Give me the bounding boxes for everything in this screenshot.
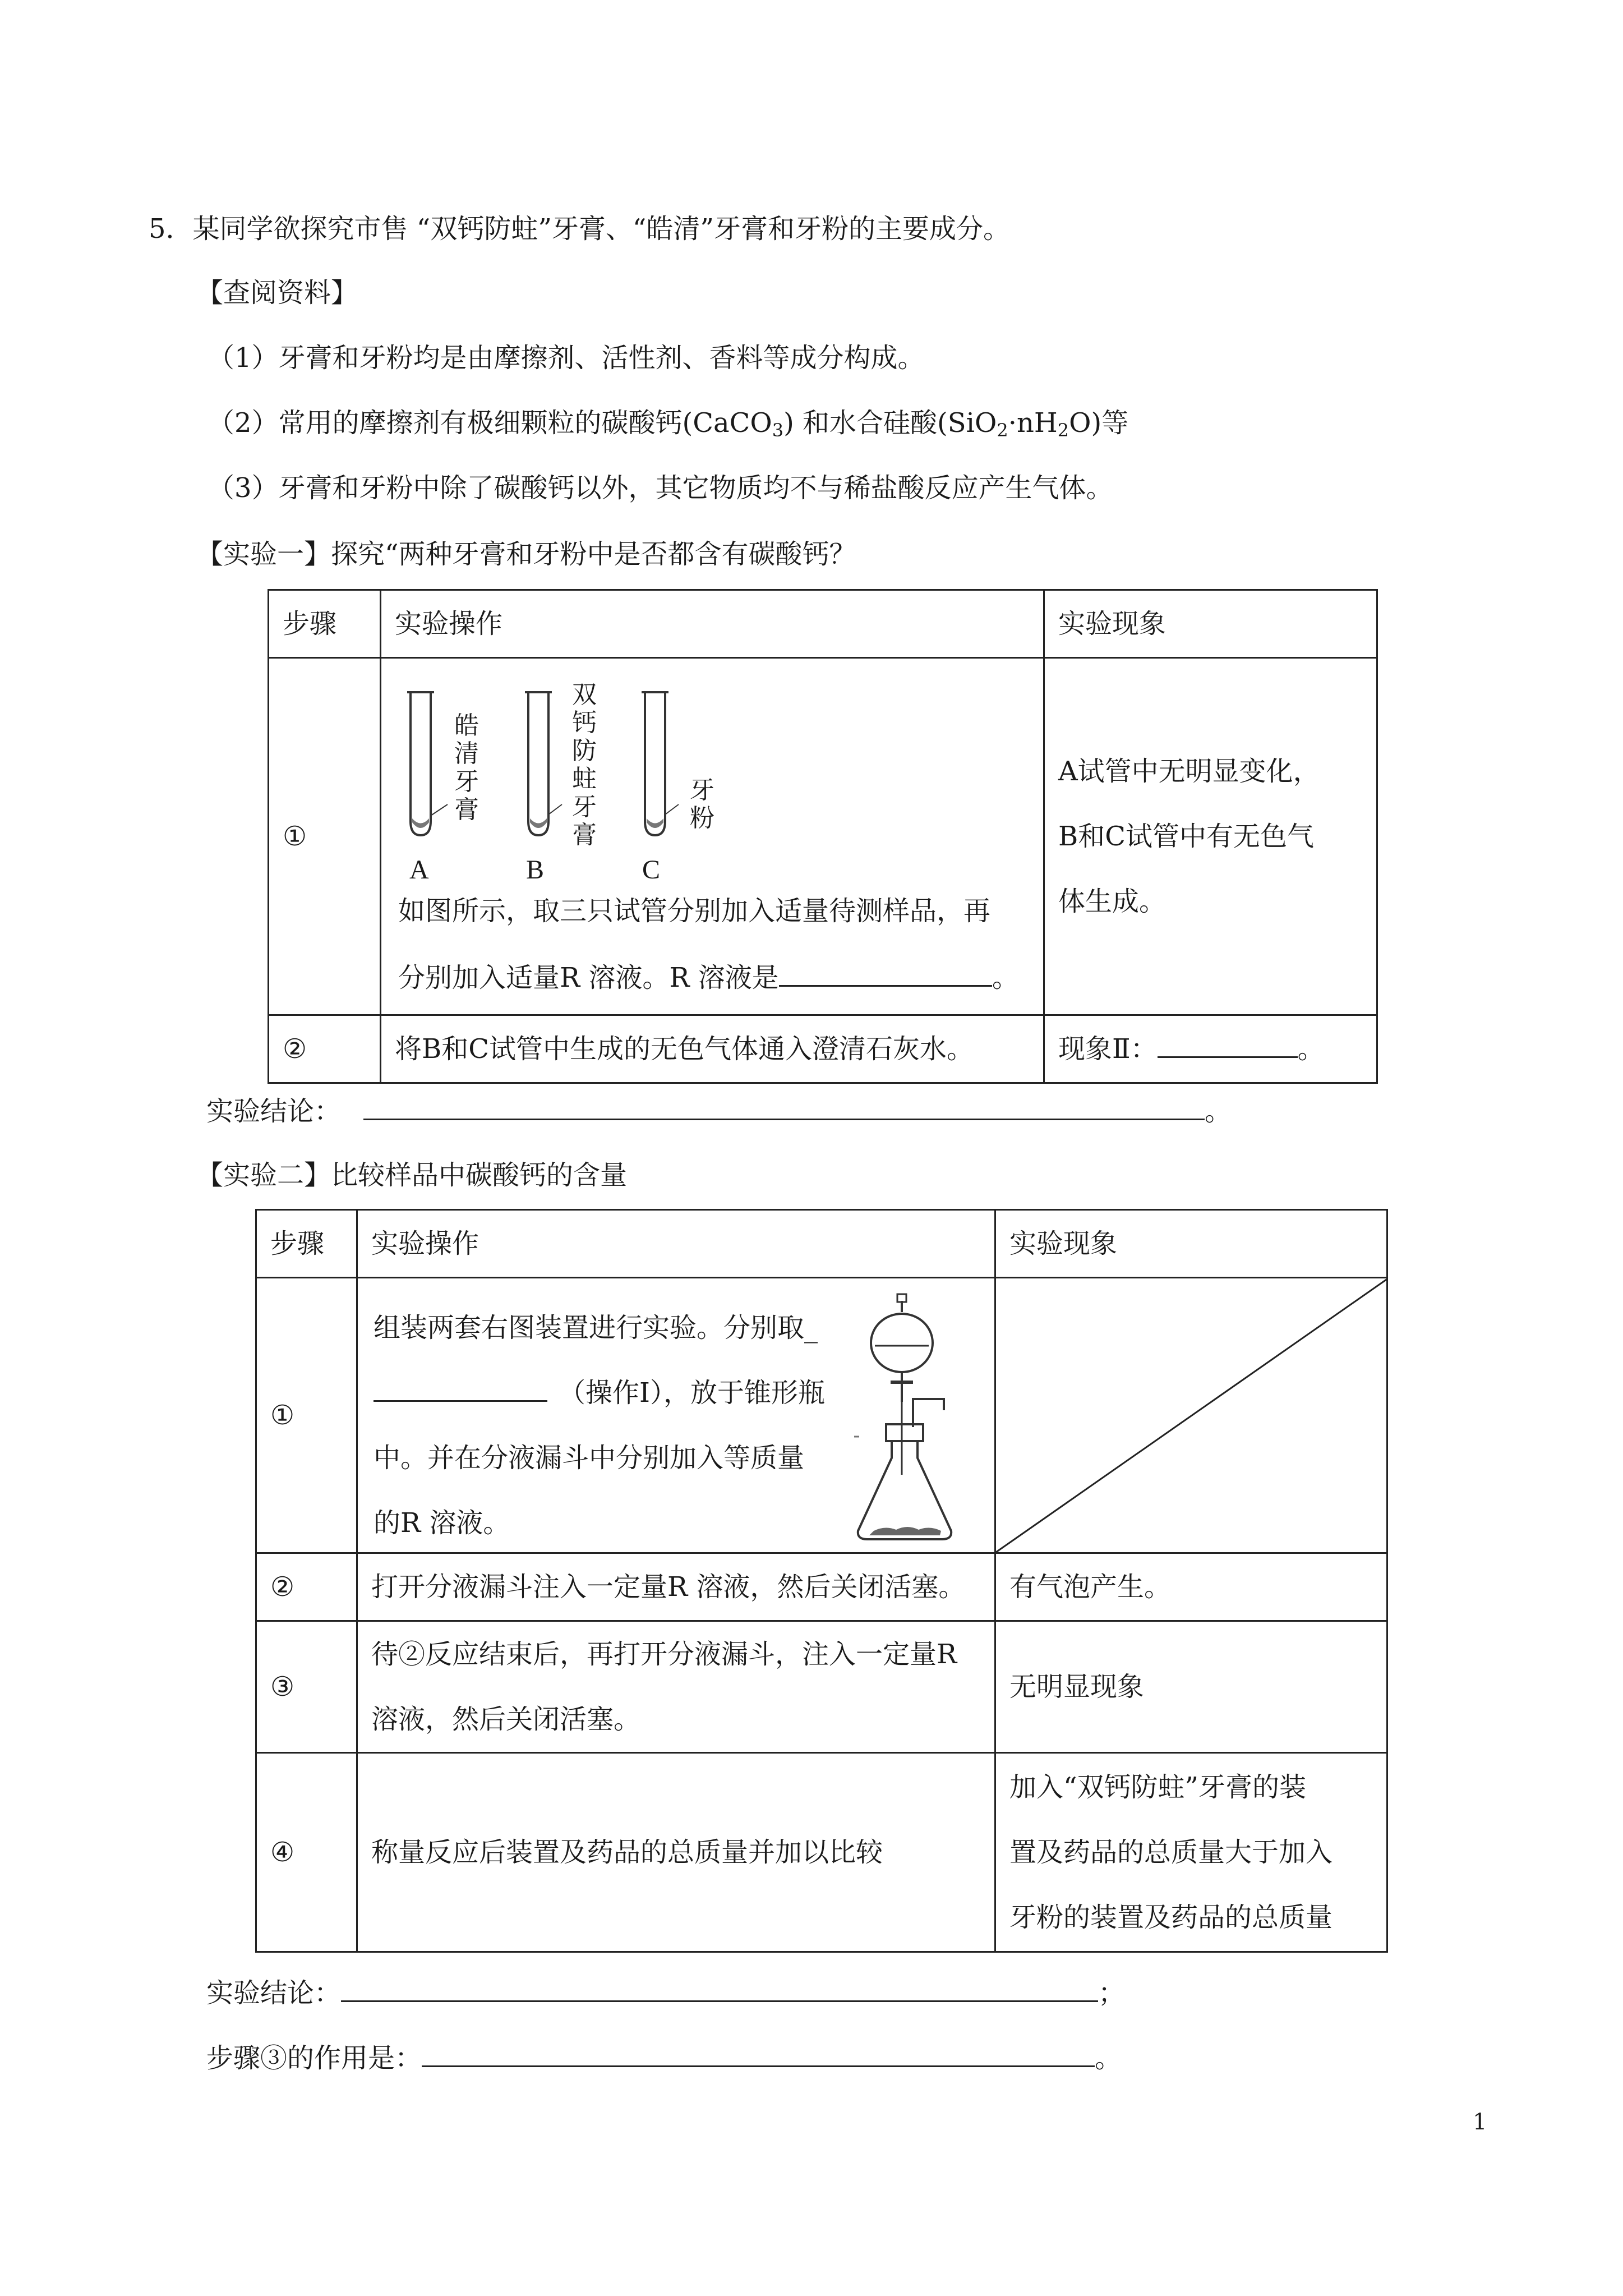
page-number: 1 bbox=[1473, 2109, 1487, 2135]
exp2-header-step: 步骤 bbox=[256, 1210, 357, 1278]
step3-purpose-label: 步骤③的作用是： bbox=[206, 2042, 422, 2074]
exp1-header-observation: 实验现象 bbox=[1044, 590, 1377, 658]
exp2-row4-observation bbox=[995, 1753, 1387, 1952]
experiment-1-heading: 【实验一】探究“两种牙膏和牙粉中是否都含有碳酸钙？ bbox=[196, 539, 856, 570]
exp1-row1-operation bbox=[381, 658, 1044, 1015]
exp2-row3-op-line1: 待②反应结束后，再打开分液漏斗，注入一定量R bbox=[371, 1639, 957, 1670]
diagonal-strike-line bbox=[996, 1278, 1388, 1552]
exp2-row2-operation: 打开分液漏斗注入一定量R 溶液，然后关闭活塞。 bbox=[357, 1553, 995, 1621]
ref2-part-d: O)等 bbox=[1069, 407, 1129, 439]
tube-c-label: 牙粉 bbox=[690, 776, 714, 832]
step3-purpose-end: 。 bbox=[1095, 2042, 1122, 2074]
ref2-sub-2: 2 bbox=[997, 420, 1008, 441]
experiment-2-heading: 【实验二】比较样品中碳酸钙的含量 bbox=[196, 1159, 628, 1191]
step3-purpose-blank[interactable] bbox=[422, 2040, 1095, 2067]
tube-a-label: 皓清牙膏 bbox=[454, 711, 479, 824]
exp1-row1-op-line1: 如图所示，取三只试管分别加入适量待测样品，再 bbox=[398, 895, 991, 927]
tube-c-letter: C bbox=[642, 855, 661, 885]
exp1-conclusion bbox=[206, 1093, 1232, 1128]
exp1-row2-observation bbox=[1044, 1015, 1377, 1083]
flask-apparatus-illustration bbox=[851, 1290, 992, 1548]
ref2-part-b: ) 和水合硅酸(SiO bbox=[783, 407, 997, 439]
exp2-row4-obs-line1: 加入“双钙防蛀”牙膏的装 bbox=[1009, 1772, 1307, 1803]
question-title: 5．某同学欲探究市售 “双钙防蛀”牙膏、“皓清”牙膏和牙粉的主要成分。 bbox=[149, 213, 1010, 245]
exp2-row3-op-line2: 溶液，然后关闭活塞。 bbox=[371, 1704, 641, 1735]
exp2-header-observation: 实验现象 bbox=[995, 1210, 1387, 1278]
exp2-row2-observation: 有气泡产生。 bbox=[995, 1553, 1387, 1621]
test-tube-c bbox=[642, 692, 668, 835]
operation-1-blank[interactable] bbox=[374, 1374, 547, 1402]
exp2-row1-op-line2 bbox=[374, 1360, 825, 1425]
exp1-row1-observation bbox=[1044, 658, 1377, 1015]
reference-item-3: （3）牙膏和牙粉中除了碳酸钙以外，其它物质均不与稀盐酸反应产生气体。 bbox=[208, 472, 1113, 504]
phenomenon-2-end: 。 bbox=[1297, 1033, 1325, 1065]
experiment-2-table bbox=[255, 1209, 1388, 1953]
exp2-row3-observation: 无明显现象 bbox=[995, 1621, 1387, 1753]
exp2-row1-op-line1: 组装两套右图装置进行实验。分别取_ bbox=[374, 1312, 818, 1343]
exp1-header-step: 步骤 bbox=[269, 590, 381, 658]
exp2-row4-operation: 称量反应后装置及药品的总质量并加以比较 bbox=[357, 1753, 995, 1952]
exp2-conclusion bbox=[206, 1975, 1125, 2010]
exp1-row1-obs-line3: 体生成。 bbox=[1058, 886, 1166, 917]
exp1-row1-op-end: 。 bbox=[992, 962, 1019, 993]
exp2-row1-op-line3: 中。并在分液漏斗中分别加入等质量 bbox=[374, 1442, 805, 1474]
exp2-row4-obs-line3: 牙粉的装置及药品的总质量 bbox=[1009, 1902, 1333, 1933]
exp1-header-operation: 实验操作 bbox=[381, 590, 1044, 658]
exp1-row2-operation: 将B和C试管中生成的无色气体通入澄清石灰水。 bbox=[381, 1015, 1044, 1083]
exp1-conclusion-blank[interactable] bbox=[363, 1093, 1205, 1120]
exp2-conclusion-blank[interactable] bbox=[341, 1975, 1098, 2002]
test-tube-a bbox=[407, 692, 434, 835]
exp2-row4-step: ④ bbox=[256, 1753, 357, 1952]
phenomenon-2-label: 现象Ⅱ： bbox=[1058, 1033, 1158, 1065]
exp1-conclusion-end: 。 bbox=[1205, 1096, 1232, 1127]
exp2-row4-obs-line2: 置及药品的总质量大于加入 bbox=[1009, 1837, 1333, 1868]
tube-b-letter: B bbox=[526, 855, 545, 885]
exp2-row1-operation bbox=[357, 1278, 995, 1553]
exp1-row1-op-text: 分别加入适量R 溶液。R 溶液是 bbox=[398, 962, 779, 993]
test-tube-b bbox=[525, 692, 552, 835]
step3-purpose bbox=[206, 2040, 1122, 2075]
exp1-conclusion-label: 实验结论： bbox=[206, 1096, 342, 1127]
tube-b-label: 双钙防蛀牙膏 bbox=[572, 680, 597, 849]
exp1-row1-obs-line2: B和C试管中有无色气 bbox=[1058, 821, 1315, 852]
ref2-part-c: ·nH bbox=[1008, 407, 1058, 439]
exp1-row1-op-line2 bbox=[398, 959, 1019, 995]
experiment-1-table bbox=[268, 589, 1378, 1084]
ref2-sub-1: 3 bbox=[772, 420, 784, 441]
ref2-sub-3: 2 bbox=[1057, 420, 1069, 441]
tube-a-letter: A bbox=[409, 855, 429, 885]
reference-item-2 bbox=[208, 406, 1128, 447]
exp2-row3-operation bbox=[357, 1621, 995, 1753]
exp1-row2-step: ② bbox=[269, 1015, 381, 1083]
r-solution-blank[interactable] bbox=[779, 959, 992, 987]
exp1-row1-obs-line1: A试管中无明显变化， bbox=[1058, 756, 1320, 787]
exp2-header-operation: 实验操作 bbox=[357, 1210, 995, 1278]
ref2-part-a: （2）常用的摩擦剂有极细颗粒的碳酸钙(CaCO bbox=[208, 407, 772, 439]
exp2-conclusion-end: ； bbox=[1098, 1977, 1126, 2009]
exp2-row1-op-line4: 的R 溶液。 bbox=[374, 1507, 510, 1539]
phenomenon-2-blank[interactable] bbox=[1158, 1030, 1298, 1058]
exp2-row1-observation-crossed bbox=[995, 1278, 1387, 1553]
exp2-row2-step: ② bbox=[256, 1553, 357, 1621]
exp2-row1-step: ① bbox=[256, 1278, 357, 1553]
reference-item-1: （1）牙膏和牙粉均是由摩擦剂、活性剂、香料等成分构成。 bbox=[208, 342, 925, 374]
reference-heading: 【查阅资料】 bbox=[196, 277, 358, 309]
exp2-row3-step: ③ bbox=[256, 1621, 357, 1753]
exp2-conclusion-label: 实验结论： bbox=[206, 1977, 342, 2009]
exp2-row1-op-line2-text: （操作Ⅰ），放于锥形瓶 bbox=[559, 1377, 825, 1409]
exp1-row1-step: ① bbox=[269, 658, 381, 1015]
